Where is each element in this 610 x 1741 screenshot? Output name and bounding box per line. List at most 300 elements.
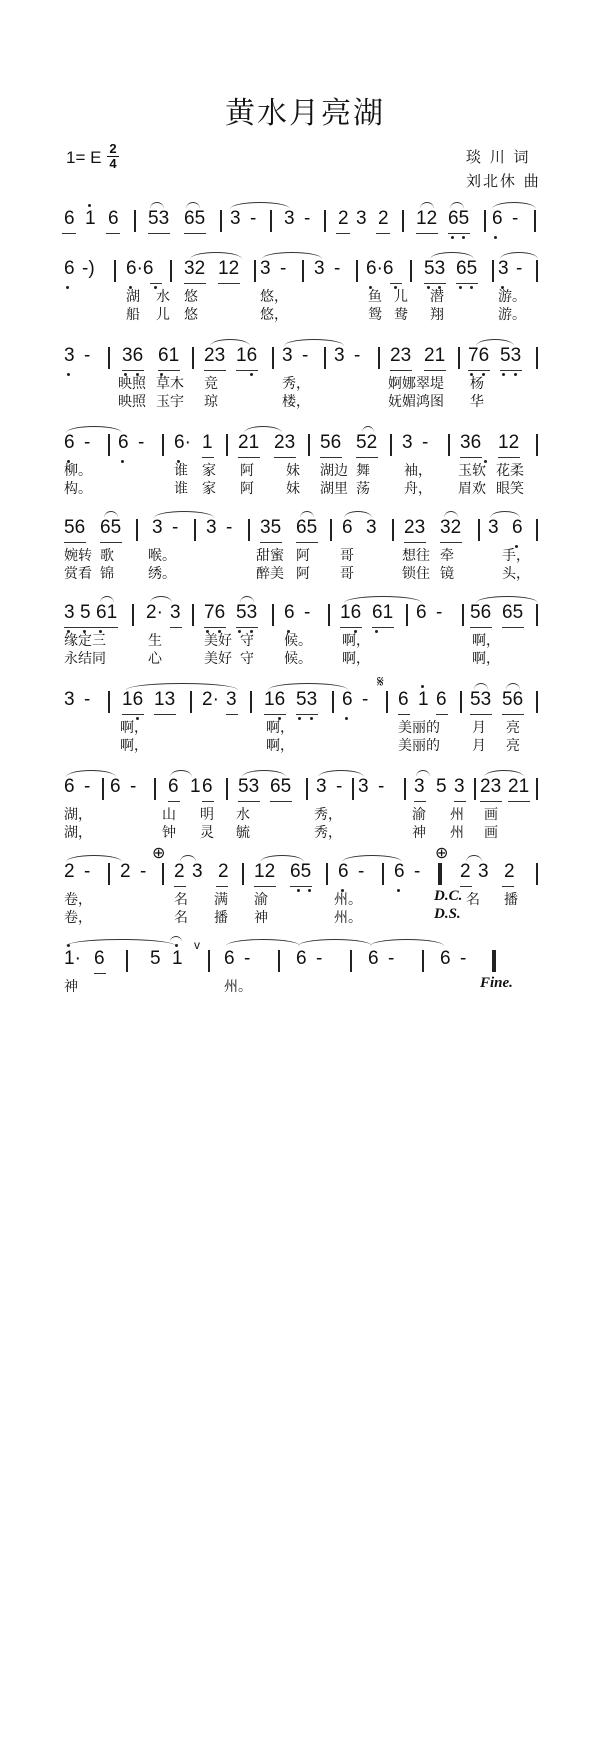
low-octave-dot xyxy=(375,630,378,633)
underline xyxy=(168,801,180,802)
lyric: 美丽的 xyxy=(398,720,440,736)
note: 53 xyxy=(236,602,258,623)
lyric: 赏看 xyxy=(64,566,92,582)
note: 23 xyxy=(390,345,412,366)
lyric: 州 xyxy=(450,825,464,841)
barline xyxy=(390,434,392,456)
dash: - xyxy=(130,776,137,797)
lyric: 守 xyxy=(240,633,254,649)
lyric: 构。 xyxy=(64,481,92,497)
lyric: 锁住 xyxy=(402,566,430,582)
note: 2· xyxy=(202,689,219,710)
lyric: 楼， xyxy=(282,394,310,410)
tie xyxy=(318,770,364,777)
high-octave-dot xyxy=(421,685,424,688)
lyric: 舟， xyxy=(404,481,432,497)
slur xyxy=(170,770,192,777)
barline xyxy=(386,691,388,713)
lyric: 候。 xyxy=(284,633,312,649)
lyric: 锦 xyxy=(100,566,114,582)
lyric: 明 xyxy=(200,807,214,823)
note: 61 xyxy=(372,602,394,623)
note: 3 xyxy=(230,208,241,229)
tie xyxy=(298,939,372,946)
lyric: 秀， xyxy=(282,376,310,392)
dash: - xyxy=(304,208,311,229)
tie xyxy=(370,939,444,946)
slur xyxy=(362,426,374,433)
lyric: 妹 xyxy=(286,463,300,479)
note: 36 xyxy=(122,345,144,366)
note: 12 xyxy=(254,861,276,882)
slur xyxy=(268,683,348,690)
lyric: 醉美 xyxy=(256,566,284,582)
note: 3 xyxy=(356,208,367,229)
barline xyxy=(536,863,538,885)
note: 23 xyxy=(404,517,426,538)
slur xyxy=(242,770,286,777)
note: 3 xyxy=(282,345,293,366)
note: 16 xyxy=(122,689,144,710)
lyric: 袖， xyxy=(404,463,432,479)
da-capo-mark: D.C. xyxy=(434,888,463,904)
dash: - xyxy=(138,432,145,453)
note: 53 xyxy=(500,345,522,366)
underline xyxy=(94,973,106,974)
low-octave-dot xyxy=(459,286,462,289)
underline xyxy=(64,542,86,543)
barline xyxy=(132,604,134,626)
slur xyxy=(150,596,172,603)
coda-icon: ⊕ xyxy=(435,843,449,862)
note: 12 xyxy=(416,208,438,229)
lyric: 眼笑 xyxy=(496,481,524,497)
lyric: 亮 xyxy=(506,720,520,736)
barline xyxy=(114,260,116,282)
underline xyxy=(158,370,180,371)
underline xyxy=(508,801,530,802)
fermata-icon xyxy=(170,936,182,942)
slur xyxy=(444,511,458,518)
note: 65 xyxy=(290,861,312,882)
underline xyxy=(148,233,170,234)
note: 6 xyxy=(224,948,235,969)
low-octave-dot xyxy=(470,286,473,289)
lyric: 悠 xyxy=(184,289,198,305)
note: 53 xyxy=(238,776,260,797)
barline xyxy=(220,210,222,232)
slur xyxy=(490,511,520,518)
dash: - xyxy=(84,345,91,366)
dash: - xyxy=(336,776,343,797)
note: 32 xyxy=(184,258,206,279)
note: 3 xyxy=(358,776,369,797)
note: 6 xyxy=(416,602,427,623)
barline xyxy=(462,604,464,626)
lyric: 甜蜜 xyxy=(256,548,284,564)
barline xyxy=(194,519,196,541)
lyric: 鱼 xyxy=(368,289,382,305)
underline xyxy=(424,370,446,371)
barline xyxy=(272,604,274,626)
barline xyxy=(136,519,138,541)
lyric: 山 xyxy=(162,807,176,823)
underline xyxy=(404,542,426,543)
note: 6 xyxy=(440,948,451,969)
note: 56 xyxy=(502,689,524,710)
lyric: 渝 xyxy=(254,892,268,908)
barline xyxy=(392,519,394,541)
barline xyxy=(492,260,494,282)
underline xyxy=(218,283,240,284)
note: 3 xyxy=(414,776,425,797)
lyric: 啊， xyxy=(472,651,500,667)
barline xyxy=(108,691,110,713)
barline xyxy=(356,260,358,282)
note: 23 xyxy=(204,345,226,366)
underline xyxy=(204,627,226,628)
note: 3 xyxy=(454,776,465,797)
lyric: 想往 xyxy=(402,548,430,564)
note: 3 xyxy=(316,776,327,797)
barline xyxy=(250,691,252,713)
lyric: 玉软 xyxy=(458,463,486,479)
barline xyxy=(536,260,538,282)
lyric: 湖边 xyxy=(320,463,348,479)
lyric: 婀娜翠堤 xyxy=(388,376,444,392)
barline xyxy=(478,519,480,541)
slur xyxy=(180,855,196,862)
lyric: 悠， xyxy=(260,289,288,305)
lyric: 阿 xyxy=(240,481,254,497)
underline xyxy=(204,370,226,371)
barline xyxy=(330,519,332,541)
barline xyxy=(458,347,460,369)
lyric: 啊， xyxy=(266,738,294,754)
lyric: 绣。 xyxy=(148,566,176,582)
note: 3 xyxy=(498,258,509,279)
dash: - xyxy=(172,517,179,538)
barline xyxy=(536,604,538,626)
lyric: 湖， xyxy=(64,825,92,841)
dash: - xyxy=(140,861,147,882)
note: 1· xyxy=(64,948,81,969)
note: 3 xyxy=(366,517,377,538)
slur xyxy=(300,511,314,518)
low-octave-dot xyxy=(397,889,400,892)
barline xyxy=(226,778,228,800)
lyric: 鸯 xyxy=(394,307,408,323)
barline xyxy=(272,347,274,369)
underline xyxy=(468,370,490,371)
underline xyxy=(470,714,492,715)
note: 1 xyxy=(202,432,213,453)
composer-credit: 刘北休 曲 xyxy=(466,172,541,190)
slur xyxy=(476,339,514,346)
tie xyxy=(262,252,322,259)
lyricist-credit: 琰 川 词 xyxy=(466,148,531,166)
note: 6 xyxy=(284,602,295,623)
lyric: 水 xyxy=(156,289,170,305)
lyric: 家 xyxy=(202,463,216,479)
note: 6 xyxy=(108,208,119,229)
barline xyxy=(308,434,310,456)
barline xyxy=(410,260,412,282)
notation-line xyxy=(60,517,540,547)
low-octave-dot xyxy=(67,373,70,376)
lyric: 啊， xyxy=(342,633,370,649)
tie xyxy=(492,202,536,209)
notation-line xyxy=(60,938,540,978)
tie xyxy=(66,770,116,777)
dash: - xyxy=(84,689,91,710)
note: 6 xyxy=(394,861,405,882)
underline xyxy=(238,457,260,458)
underline xyxy=(296,542,318,543)
note: 65 xyxy=(184,208,206,229)
notation-line xyxy=(60,208,540,238)
note: 52 xyxy=(356,432,378,453)
note: 2 xyxy=(120,861,131,882)
note: 5 xyxy=(150,948,161,969)
barline xyxy=(536,347,538,369)
barline xyxy=(190,691,192,713)
dash: -) xyxy=(82,258,95,279)
note: 1 xyxy=(85,208,96,229)
notation-line xyxy=(60,861,540,891)
barline xyxy=(536,519,538,541)
note: 53 xyxy=(296,689,318,710)
note: 2 xyxy=(504,861,515,882)
lyric: 啊， xyxy=(342,651,370,667)
lyric: 名 xyxy=(174,910,188,926)
underline xyxy=(260,542,282,543)
barline xyxy=(248,519,250,541)
slur xyxy=(506,683,520,690)
lyric: 潜 xyxy=(430,289,444,305)
notation-line xyxy=(60,345,540,375)
low-octave-dot xyxy=(121,460,124,463)
underline xyxy=(502,714,524,715)
note: 35 xyxy=(260,517,282,538)
barline xyxy=(102,778,104,800)
barline xyxy=(192,604,194,626)
lyric: 荡 xyxy=(356,481,370,497)
underline xyxy=(498,457,520,458)
note: 21 xyxy=(508,776,530,797)
note: 6 xyxy=(342,517,353,538)
dash: - xyxy=(84,776,91,797)
notation-line xyxy=(60,689,540,719)
underline xyxy=(150,283,162,284)
underline xyxy=(390,283,402,284)
dash: - xyxy=(358,861,365,882)
underline xyxy=(184,283,206,284)
underline xyxy=(336,233,350,234)
note: 6 xyxy=(64,208,75,229)
lyric: 神 xyxy=(254,910,268,926)
lyric: 亮 xyxy=(506,738,520,754)
note: 65 xyxy=(270,776,292,797)
note: 3 xyxy=(64,689,75,710)
underline xyxy=(216,886,228,887)
lyric: 心 xyxy=(148,651,162,667)
lyric: 阿 xyxy=(240,463,254,479)
underline xyxy=(340,627,362,628)
underline xyxy=(460,457,482,458)
note: 2 xyxy=(338,208,349,229)
lyric: 阿 xyxy=(296,566,310,582)
barline xyxy=(270,210,272,232)
breath-mark: v xyxy=(194,938,200,952)
note: 76 xyxy=(468,345,490,366)
lyric: 渝 xyxy=(412,807,426,823)
tie xyxy=(66,855,122,862)
lyric: 美好 xyxy=(204,651,232,667)
dash: - xyxy=(84,861,91,882)
note: 6 xyxy=(168,776,179,797)
note: 6 xyxy=(492,208,503,229)
slur xyxy=(476,596,538,603)
lyric: 哥 xyxy=(340,548,354,564)
note: 56 xyxy=(64,517,86,538)
underline xyxy=(398,714,410,715)
slur xyxy=(244,426,282,433)
underline xyxy=(202,801,214,802)
underline xyxy=(440,542,462,543)
note: 5 xyxy=(436,776,447,797)
lyric: 秀， xyxy=(314,825,342,841)
slur xyxy=(344,596,422,603)
lyric: 舞 xyxy=(356,463,370,479)
note: 3 xyxy=(226,689,237,710)
dash: - xyxy=(516,258,523,279)
barline xyxy=(324,210,326,232)
note: 6·6 xyxy=(126,258,154,279)
underline xyxy=(436,714,448,715)
dash: - xyxy=(244,948,251,969)
time-denominator: 4 xyxy=(109,156,117,171)
tie xyxy=(66,426,122,433)
lyric: 悠 xyxy=(184,307,198,323)
lyric: 手， xyxy=(502,548,530,564)
dash: - xyxy=(362,689,369,710)
final-barline xyxy=(492,950,496,972)
note: 23 xyxy=(274,432,296,453)
note: 61 xyxy=(158,345,180,366)
barline xyxy=(170,260,172,282)
note: 65 xyxy=(296,517,318,538)
underline xyxy=(122,370,144,371)
barline xyxy=(406,604,408,626)
note: 3 xyxy=(206,517,217,538)
dash: - xyxy=(334,258,341,279)
underline xyxy=(274,457,296,458)
note: 6 xyxy=(64,776,75,797)
slur xyxy=(474,683,488,690)
note: 6 xyxy=(202,776,213,797)
low-octave-dot xyxy=(308,889,311,892)
song-title: 黄水月亮湖 xyxy=(225,96,385,131)
lyric: 头， xyxy=(502,566,530,582)
note: 6 xyxy=(436,689,447,710)
barline xyxy=(448,434,450,456)
lyric: 妹 xyxy=(286,481,300,497)
low-octave-dot xyxy=(66,286,69,289)
note: 3 xyxy=(284,208,295,229)
note: 2 xyxy=(378,208,389,229)
slur xyxy=(466,855,482,862)
lyric: 琼 xyxy=(204,394,218,410)
double-barline xyxy=(438,863,442,885)
barline xyxy=(484,210,486,232)
barline xyxy=(378,347,380,369)
underline xyxy=(264,714,286,715)
tie xyxy=(226,939,300,946)
note: 3 xyxy=(170,602,181,623)
slur xyxy=(126,683,238,690)
dash: - xyxy=(388,948,395,969)
underline xyxy=(480,801,502,802)
key-signature: 1= E xyxy=(66,148,102,167)
tie xyxy=(342,855,402,862)
underline xyxy=(184,233,206,234)
note: 2 xyxy=(64,861,75,882)
underline xyxy=(502,886,514,887)
barline xyxy=(192,347,194,369)
tie xyxy=(284,339,344,346)
note: 6 xyxy=(342,689,353,710)
lyric: 竞 xyxy=(204,376,218,392)
note: 1 xyxy=(190,776,201,797)
note: 6 xyxy=(512,517,523,538)
lyric: 花柔 xyxy=(496,463,524,479)
barline xyxy=(328,604,330,626)
slur xyxy=(186,202,200,209)
underline xyxy=(254,886,276,887)
note: 13 xyxy=(154,689,176,710)
note: 6 xyxy=(64,432,75,453)
lyric: 画 xyxy=(484,825,498,841)
lyric: 杨 xyxy=(470,376,484,392)
low-octave-dot xyxy=(298,717,301,720)
note: 3 xyxy=(402,432,413,453)
barline xyxy=(162,863,164,885)
time-numerator: 2 xyxy=(109,141,117,156)
low-octave-dot xyxy=(502,373,505,376)
lyric: 缘定三 xyxy=(64,633,106,649)
lyric: 歌 xyxy=(100,548,114,564)
lyric: 守 xyxy=(240,651,254,667)
underline xyxy=(122,714,144,715)
underline xyxy=(62,233,76,234)
slur xyxy=(344,511,372,518)
fine-mark: Fine. xyxy=(480,975,513,991)
lyric: 草木 xyxy=(156,376,184,392)
barline xyxy=(162,434,164,456)
lyric: 月 xyxy=(472,738,486,754)
notation-line xyxy=(60,602,540,632)
note: 2· xyxy=(146,602,163,623)
note: 61 xyxy=(96,602,118,623)
tie xyxy=(154,511,214,518)
lyric: 美好 xyxy=(204,633,232,649)
slur xyxy=(150,202,164,209)
lyric: 名 xyxy=(174,892,188,908)
note: 3 xyxy=(334,345,345,366)
underline xyxy=(100,542,122,543)
dash: - xyxy=(226,517,233,538)
